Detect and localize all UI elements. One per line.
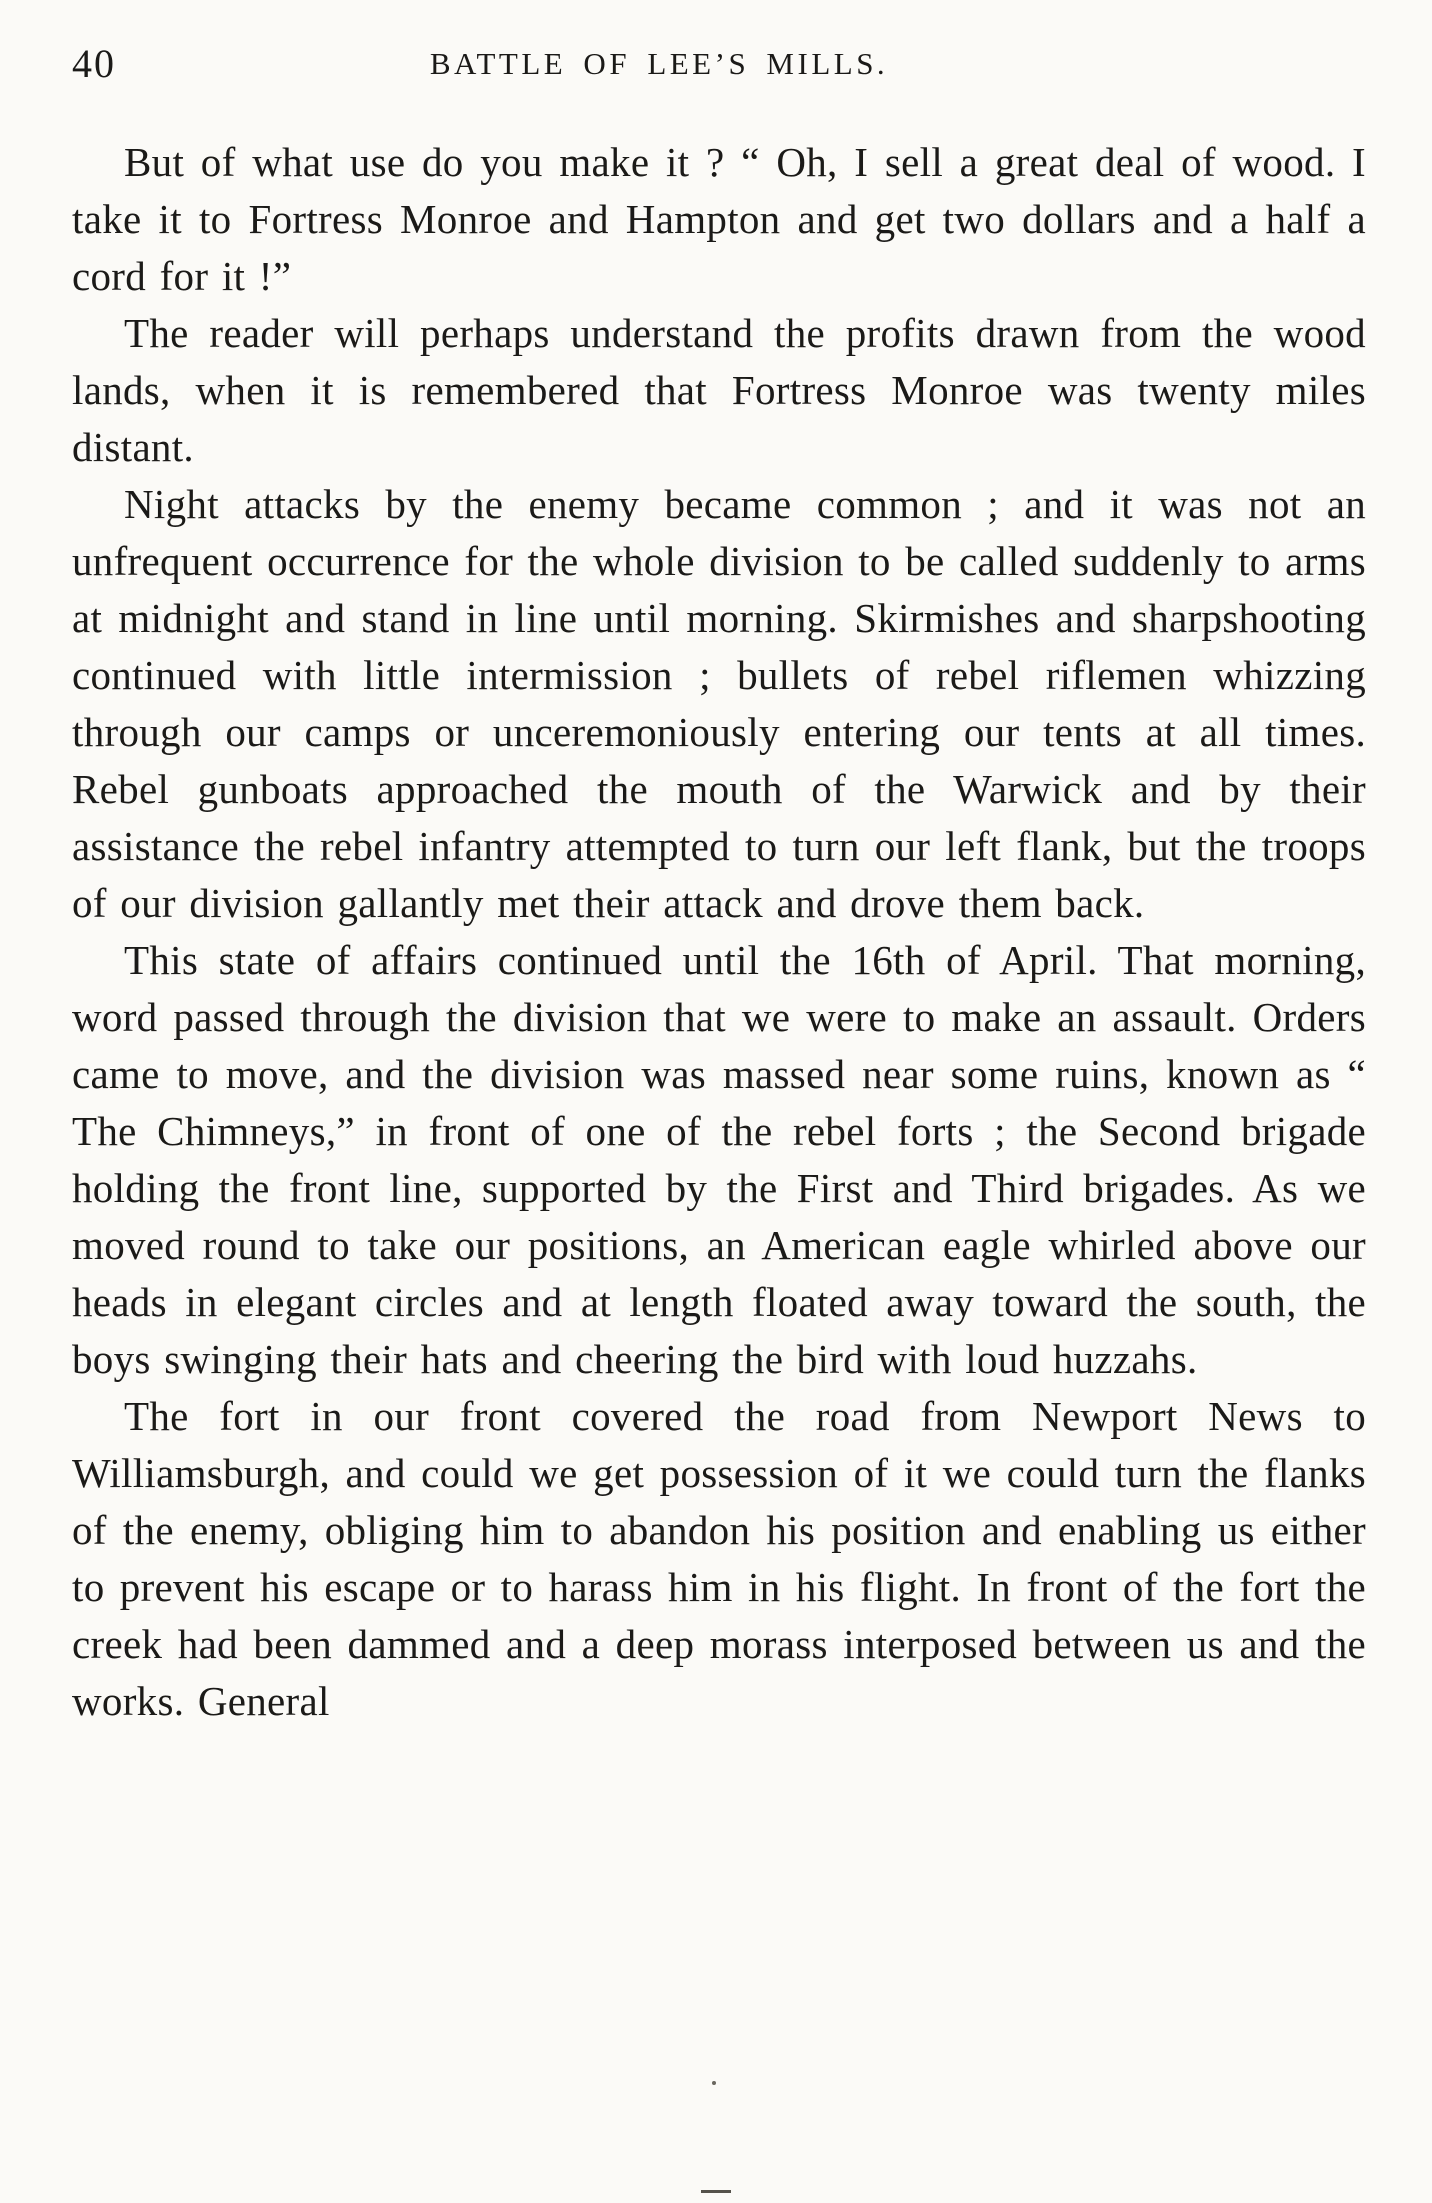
running-head-title: BATTLE OF LEE’S MILLS.: [429, 46, 889, 81]
printers-mark: [701, 2190, 731, 2193]
scan-artifact-dot: [712, 2081, 716, 2085]
page-body: [72, 134, 1366, 1730]
paragraph: But of what use do you make it ? “ Oh, I sell a great deal of wood. I take it to Fortress Monroe and Hampton and get two dollars and a half a cord for it !”: [72, 139, 1366, 299]
page-number: 40: [72, 41, 116, 86]
running-head: [72, 40, 1366, 92]
paragraph: The fort in our front covered the road from Newport News to Williamsburgh, and could we get possession of it we could turn the flanks of the enemy, obliging him to abandon his position and enabling us either to prevent his escape or to harass him in his flight. In front of the fort the creek had been dammed and a deep morass interposed between us and the works. General: [72, 1393, 1366, 1724]
paragraph: This state of affairs continued until the 16th of April. That morning, word passed through the division that we were to make an assault. Orders came to move, and the division was massed near some ruins, known as “ The Chimneys,” in front of one of the rebel forts ; the Second brigade holding the front line, supported by the First and Third brigades. As we moved round to take our positions, an American eagle whirled above our heads in elegant circles and at length floated away toward the south, the boys swinging their hats and cheering the bird with loud huzzahs.: [72, 937, 1366, 1382]
paragraph: The reader will perhaps understand the profits drawn from the wood lands, when it is remembered that Fortress Monroe was twenty miles distant.: [72, 310, 1366, 470]
paragraph: Night attacks by the enemy became common ; and it was not an unfrequent occurrence for the whole division to be called suddenly to arms at midnight and stand in line until morning. Skirmishes and sharpshooting continued with little intermission ; bullets of rebel riflemen whizzing through our camps or unceremoniously entering our tents at all times. Rebel gunboats approached the mouth of the Warwick and by their assistance the rebel infantry attempted to turn our left flank, but the troops of our division gallantly met their attack and drove them back.: [72, 481, 1366, 926]
